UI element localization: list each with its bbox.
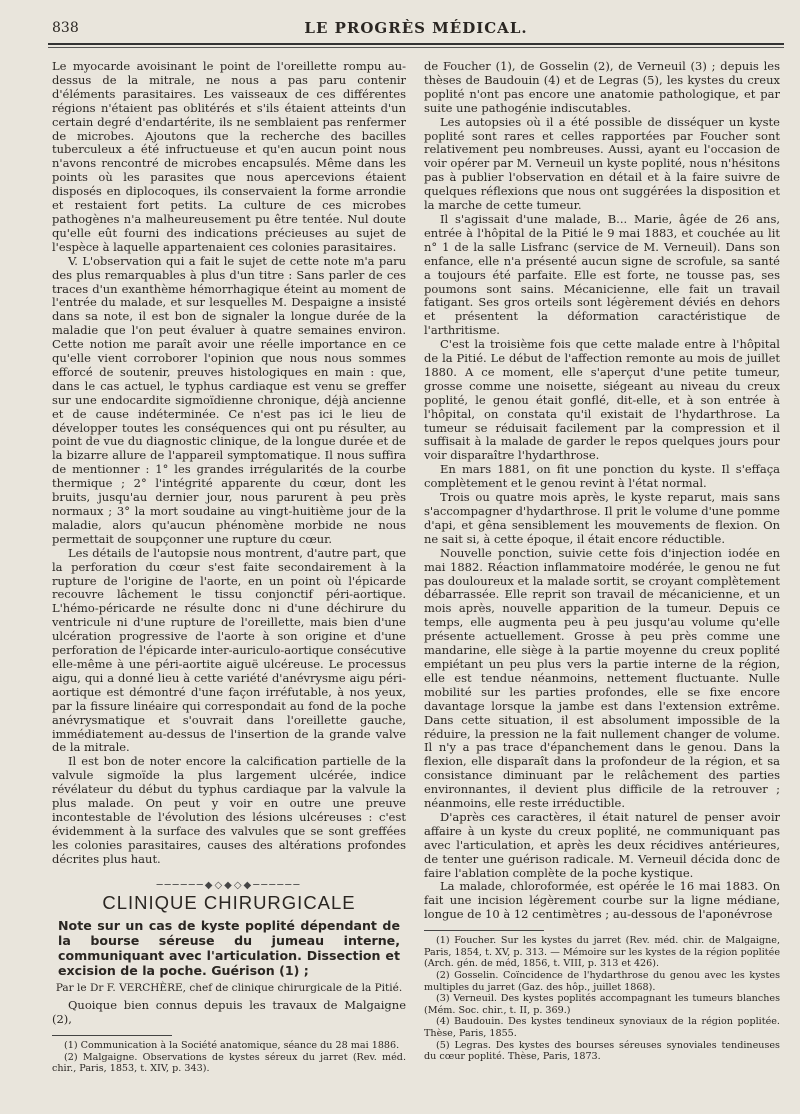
right-column — [424, 60, 780, 1100]
ornament-divider: ──────◆◇◆◇◆────── — [156, 879, 302, 891]
footnote: (2) Gosselin. Coïncidence de l'hydarthrose du genou avec les kystes multiples du jarret (Gaz. des hôp., juillet 1868). — [424, 969, 780, 993]
footnote-rule — [424, 930, 544, 931]
article-opening: Quoique bien connus depuis les travaux de Malgaigne (2), — [52, 998, 406, 1027]
footnotes — [424, 935, 780, 1063]
header-rule — [48, 43, 784, 45]
page-number: 838 — [52, 20, 79, 36]
paragraph: En mars 1881, on fit une ponction du kyste. Il s'effaça complètement et le genou revint à l'état normal. — [424, 462, 780, 491]
footnote: (4) Baudouin. Des kystes tendineux synoviaux de la région poplitée. Thèse, Paris, 1855. — [424, 1016, 780, 1039]
section-heading: CLINIQUE CHIRURGICALE — [102, 892, 356, 914]
paragraph: V. L'observation qui a fait le sujet de cette note m'a paru des plus remarquables à plus d'un titre : Sans parler de ces traces d'un exanthème hémorrhagique éteint au moment de l'entrée du malade, et sur lesquelles M. Despaigne a insisté dans sa note, il est bon de signaler la longue durée de la maladie que l'on peut évaluer à quatre semaines environ. Cette notion me paraît avoir une réelle importance en ce qu'elle vient corroborer l'opinion que nous nous sommes efforcé de soutenir, preuves histologiques en main : que, dans le cas actuel, le typhus cardiaque est venu se greffer sur une endocardite sigmoïdienne chronique, déjà ancienne et de cause indéterminée. Ce n'est pas ici le lieu de développer toutes les conséquences qui ont pu résulter, au point de vue du diagnostic clinique, de la longue durée et de la bizarre allure de l'appareil symptomatique. Il nous suffira de mentionner : 1° les grandes irrégularités de la courbe thermique ; 2° l'intégrité apparente du cœur, dont les bruits, jusqu'au dernier jour, nous parurent à peu près normaux ; 3° la mort soudaine au vingt-huitième jour de la maladie, alors qu'aucun phénomène morbide ne nous permettait de soupçonner une rupture du cœur. — [52, 253, 406, 546]
journal-title: LE PROGRÈS MÉDICAL. — [304, 19, 528, 37]
paragraph: Il s'agissait d'une malade, B... Marie, âgée de 26 ans, entrée à l'hôpital de la Pitié le 9 mai 1883, et couchée au lit n° 1 de la salle Lisfranc (service de M. Verneuil). Dans son enfance, elle n'a présenté aucun signe de scrofule, sa santé a toujours été parfaite. Elle est forte, ne tousse pas, ses poumons sont sains. Mécanicienne, elle fait un travail fatigant. Ses gros orteils sont légèrement déviés en dehors et présentent la déformation caractéristique de l'arthritisme. — [424, 211, 780, 338]
paragraph: Trois ou quatre mois après, le kyste reparut, mais sans s'accompagner d'hydarthrose. Il prit le volume d'une pomme d'api, et gêna sensiblement les mouvements de flexion. On ne sait si, à cette époque, il était encore réductible. — [424, 490, 780, 546]
left-column — [52, 60, 406, 1100]
footnotes — [52, 1040, 406, 1075]
paragraph: La malade, chloroformée, est opérée le 16 mai 1883. On fait une incision légèrement courbe sur la ligne médiane, longue de 10 à 12 centimètres ; au-dessous de l'aponévrose — [424, 879, 780, 922]
section-heading-block — [52, 879, 406, 914]
paragraph: Le myocarde avoisinant le point de l'oreillette rompu au-dessus de la mitrale, ne nous a pas paru contenir d'éléments parasitaires. Les vaisseaux de ces différentes régions n'étaient pas oblitérés et s'ils étaient atteints d'un certain degré d'endartérite, ils ne semblaient pas renfermer de microbes. Ajoutons que la recherche des bacilles tuberculeux a été infructueuse et qu'en aucun point nous n'avons rencontré de microbes encapsulés. Même dans les points où les parasites que nous apercevions étaient disposés en diplocoques, ils conservaient la forme arrondie et restaient fort petits. La culture de ces microbes pathogènes n'a malheureusement pu être tentée. Nul doute qu'elle eût fourni des indications précieuses au sujet de l'espèce à laquelle appartenaient ces colonies parasitaires. — [52, 60, 406, 254]
footnote: (3) Verneuil. Des kystes poplités accompagnant les tumeurs blanches (Mém. Soc. chir., t. II, p. 369.) — [424, 993, 780, 1016]
paragraph: D'après ces caractères, il était naturel de penser avoir affaire à un kyste du creux poplité, ne communiquant pas avec l'articulation, et après les deux récidives antérieures, de tenter une guérison radicale. M. Verneuil décida donc de faire l'ablation complète de la poche kystique. — [424, 809, 780, 880]
paragraph: Les autopsies où il a été possible de disséquer un kyste poplité sont rares et celles rapportées par Foucher sont relativement peu nombreuses. Aussi, ayant eu l'occasion de voir opérer par M. Verneuil un kyste poplité, nous n'hésitons pas à publier l'observation en détail et à la faire suivre de quelques réflexions que nous ont suggérées la disposition et la marche de cette tumeur. — [424, 114, 780, 213]
footnote: (1) Foucher. Sur les kystes du jarret (Rev. méd. chir. de Malgaigne, Paris, 1854, t. XV, p. 313. — Mémoire sur les kystes de la région poplitée (Arch. gén. de méd, 1856, t. VIII, p. 313 et 426). — [424, 935, 780, 970]
paragraph: Les détails de l'autopsie nous montrent, d'autre part, que la perforation du cœur s'est faite secondairement à la rupture de l'origine de l'aorte, en un point où l'épicarde recouvre lâchement le tissu conjonctif péri-aortique. L'hémo-péricarde ne résulte donc ni d'une déchirure du ventricule ni d'une rupture de l'oreillette, mais bien d'une ulcération progressive de l'aorte à son origine et d'une perforation de l'épicarde inter-auriculo-aortique consécutive elle-même à une péri-aortite aiguë ulcéreuse. Le processus aigu, qui a donné lieu à cette variété d'anévrysme aigu péri-aortique est démontré d'une façon irréfutable, à nos yeux, par la fissure linéaire qui correspondait au fond de la poche anévrysmatique et s'ouvrait dans l'oreillette gauche, immédiatement au-dessus de l'insertion de la grande valve de la mitrale. — [52, 545, 406, 755]
footnote: (1) Communication à la Société anatomique, séance du 28 mai 1886. — [64, 1040, 400, 1052]
article-title: Note sur un cas de kyste poplité dépendant de la bourse séreuse du jumeau interne, communiquant avec l'articulation. Dissection et excision de la poche. Guérison (1) ; — [58, 918, 400, 979]
byline-prefix: Par le Dr F. — [55, 982, 116, 995]
footnote-rule — [52, 1035, 172, 1036]
byline — [52, 982, 406, 996]
byline-author: VERCHÈRE — [119, 982, 183, 995]
byline-suffix: , chef de clinique chirurgicale de la Pitié. — [182, 982, 403, 995]
paragraph: Il est bon de noter encore la calcification partielle de la valvule sigmoïde la plus largement ulcérée, indice révélateur du début du typhus cardiaque par la valvule la plus malade. On peut y voir en outre une preuve incontestable de l'évolution des lésions ulcéreuses : c'est évidemment à la surface des valvules que se sont greffées les colonies parasitaires, causes des altérations profondes décrites plus haut. — [52, 754, 406, 866]
footnote: (2) Malgaigne. Observations de kystes séreux du jarret (Rev. méd. chir., Paris, 1853, t. XIV, p. 343). — [52, 1051, 406, 1075]
page-header — [48, 18, 784, 46]
paragraph: Nouvelle ponction, suivie cette fois d'injection iodée en mai 1882. Réaction inflammatoire modérée, le genou ne fut pas douloureux et la malade sortit, se croyant complètement débarrassée. Elle reprit son travail de mécanicienne, et un mois après, nouvelle apparition de la tumeur. Depuis ce temps, elle augmenta peu à peu jusqu'au volume qu'elle présente actuellement. Grosse à peu près comme une mandarine, elle siège à la partie moyenne du creux poplité empiétant un peu plus vers la partie interne de la région, elle est tendue néanmoins, nettement fluctuante. Nulle mobilité sur les parties profondes, elle se fixe encore davantage lorsque la jambe est dans l'extension extrême. Dans cette situation, il est absolument impossible de la réduire, la pression ne la fait nullement changer de volume. Il n'y a pas trace d'épanchement dans le genou. Dans la flexion, elle disparaît dans la profondeur de la région, et sa consistance diminuant par le relâchement des parties environnantes, il devient plus difficile de la retrouver ; néanmoins, elle reste irréductible. — [424, 545, 780, 811]
header-rule-thin — [48, 47, 784, 48]
paragraph: C'est la troisième fois que cette malade entre à l'hôpital de la Pitié. Le début de l'affection remonte au mois de juillet 1880. A ce moment, elle s'aperçut d'une petite tumeur, grosse comme une noisette, siégeant au niveau du creux poplité, le genou était gonflé, dit-elle, et à son entrée à l'hôpital, on constata qu'il existait de l'hydarthrose. La tumeur se réduisait facilement par la compression et il suffisait à la malade de garder le repos quelques jours pour voir disparaître l'hydarthrose. — [424, 337, 780, 463]
paragraph: de Foucher (1), de Gosselin (2), de Verneuil (3) ; depuis les thèses de Baudouin (4) et de Legras (5), les kystes du creux poplité n'ont pas encore une anatomie pathologique, et par suite une pathogénie indiscutables. — [424, 60, 780, 115]
footnote: (5) Legras. Des kystes des bourses séreuses synoviales tendineuses du cœur poplité. Thèse, Paris, 1873. — [424, 1039, 780, 1063]
